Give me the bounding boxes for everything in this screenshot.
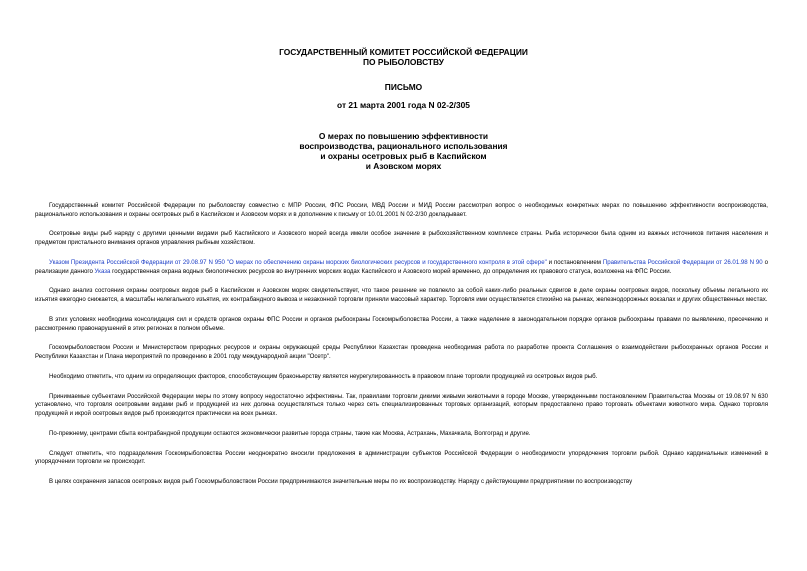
organization-line-2: ПО РЫБОЛОВСТВУ bbox=[363, 57, 444, 67]
document-type: ПИСЬМО bbox=[384, 82, 423, 92]
paragraph-3-text-1: и постановлением bbox=[546, 258, 603, 266]
paragraph-10: Следует отметить, что подразделения Госкомрыболовства России неоднократно вносили предложения в администрации субъектов Российской Федерации о необходимости упорядочения торговли рыбой. Однако кардинальных изменений в упорядочении торговли не происходит. bbox=[35, 449, 768, 466]
title-line-1: О мерах по повышению эффективности bbox=[318, 131, 489, 141]
paragraph-8: Принимаемые субъектами Российской Федерации меры по этому вопросу недостаточно эффективны. Так, правилами торговли дикими живыми животными в городе Москве, утвержденными постановлением Правительства Москвы от 19.08.97 N 630 установлено, что торговля осетровыми видами рыб и продукцией из них должна осуществляться только через сеть специализированных торговых организаций, которым предоставлено право торговать объектами животного мира. Однако торговля продукцией и икрой осетровых видов рыб производится практически на всех рынках. bbox=[35, 392, 768, 417]
document-body bbox=[35, 202, 768, 498]
paragraph-11: В целях сохранения запасов осетровых видов рыб Госкомрыболовством России предпринимаются значительные меры по их воспроизводству. Наряду с действующими предприятиями по воспроизводству bbox=[49, 478, 633, 486]
issuing-organization bbox=[0, 47, 807, 67]
organization-line-1: ГОСУДАРСТВЕННЫЙ КОМИТЕТ РОССИЙСКОЙ ФЕДЕРАЦИИ bbox=[279, 47, 528, 57]
link-government-resolution[interactable]: Правительства Российской Федерации от 26.01.98 N 90 bbox=[602, 258, 763, 266]
paragraph-6: Госкомрыболовством России и Министерством природных ресурсов и охраны окружающей среды Республики Казахстан проведена необходимая работа по разработке проекта Соглашения о взаимодействии рыбоохранных органов России и Республики Казахстан и Плана мероприятий по проведению в 2001 году международной акции "Осетр". bbox=[35, 344, 768, 361]
title-line-3: и охраны осетровых рыб в Каспийском bbox=[320, 151, 487, 161]
paragraph-3-text-3: государственная охрана водных биологических ресурсов во внутренних морских водах Каспийского и Азовского морей временно, до определения их правового статуса, возложена на ФПС России. bbox=[110, 267, 672, 275]
title-line-4: и Азовском морях bbox=[365, 161, 442, 171]
paragraph-5: В этих условиях необходима консолидация сил и средств органов охраны ФПС России и органов рыбоохраны Госкомрыболовства России, а также наделение в законодательном порядке органов рыбоохраны правами по выявлению, пресечению и рассмотрению правонарушений в этих регионах в полном объеме. bbox=[35, 315, 768, 332]
paragraph-2: Осетровые виды рыб наряду с другими ценными видами рыб Каспийского и Азовского морей всегда имели особое значение в рыбохозяйственном комплексе страны. Рыба исторически была одним из важных источников питания населения и предметом пристального внимания органов управления рыбным хозяйством. bbox=[35, 230, 768, 247]
document-title bbox=[0, 131, 807, 171]
title-line-2: воспроизводства, рационального использования bbox=[299, 141, 508, 151]
paragraph-1: Государственный комитет Российской Федерации по рыболовству совместно с МПР России, ФПС России, МВД России и МИД России рассмотрел вопрос о необходимых конкретных мерах по повышению эффективности воспроизводства, рационального использования и охраны осетровых рыб в Каспийском и Азовском морях и в дополнение к письму от 10.01.2001 N 02-2/30 докладывает. bbox=[35, 202, 768, 218]
paragraph-3 bbox=[35, 259, 768, 276]
link-presidential-decree[interactable]: Указом Президента Российской Федерации от 29.08.97 N 950 "О мерах по обеспечению охраны морских биологических ресурсов и государственного контроля в этой сфере" bbox=[49, 258, 547, 266]
link-decree[interactable]: Указа bbox=[94, 267, 111, 275]
paragraph-4: Однако анализ состояния охраны осетровых видов рыб в Каспийском и Азовском морях свидетельствует, что такое решение не повлекло за собой каких-либо реальных сдвигов в деле охраны осетровых видов, поскольку объемы легального их изъятия ежегодно снижается, а масштабы нелегального изъятия, их контрабандного вывоза и незаконной торговли приняли массовый характер. Торговля ими осуществляется стихийно на рынках, железнодорожных вокзалах и других общественных местах. bbox=[35, 287, 768, 304]
paragraph-7: Необходимо отметить, что одним из определяющих факторов, способствующим браконьерству является неурегулированность в правовом плане торговли продукцией из осетровых видов рыб. bbox=[49, 372, 598, 380]
paragraph-9: По-прежнему, центрами сбыта контрабандной продукции остаются экономически развитые города страны, такие как Москва, Астрахань, Махачкала, Волгоград и другие. bbox=[49, 429, 531, 437]
paragraph-3-text-2: о реализации данного bbox=[35, 258, 768, 275]
document-date-number: от 21 марта 2001 года N 02-2/305 bbox=[337, 100, 470, 110]
